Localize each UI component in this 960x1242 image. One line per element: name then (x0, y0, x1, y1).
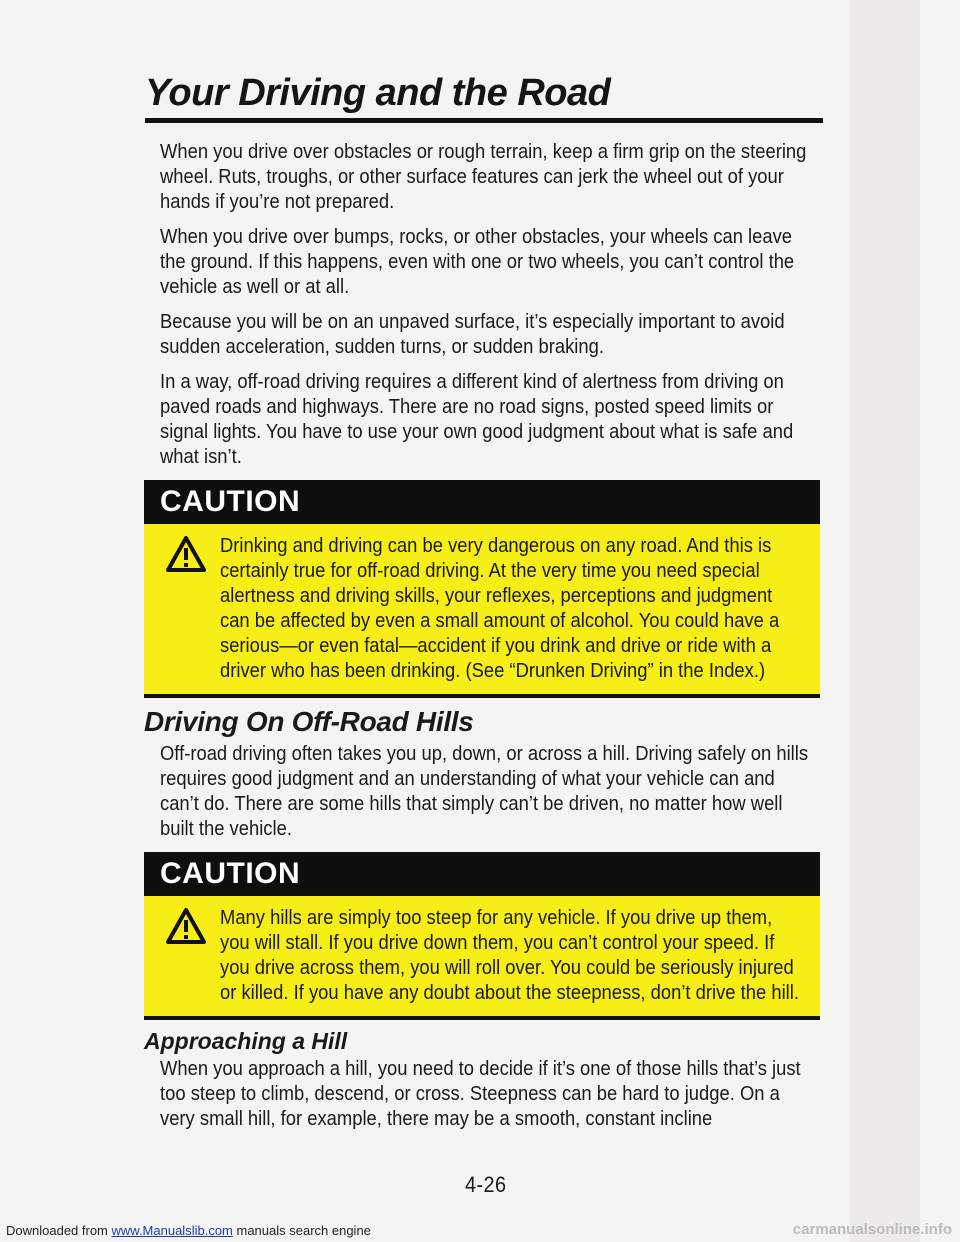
warning-triangle-icon (166, 536, 206, 572)
caution-text: Many hills are simply too steep for any vehicle. If you drive up them, you will stall. If you drive down them, you can’t control your speed. If you drive across them, you will roll over. You could be seriously injured or killed. If you have any doubt about the steepness, don’t drive the hill. (220, 907, 799, 1004)
page-title: Your Driving and the Road (145, 72, 611, 114)
title-rule (145, 118, 823, 123)
paragraph: In a way, off-road driving requires a different kind of alertness from driving on paved roads and highways. There are no road signs, posted speed limits or signal lights. You have to use your own good judgment about what is safe and what isn’t. (160, 371, 794, 468)
caution-body (144, 896, 820, 1016)
page-number: 4-26 (465, 1172, 507, 1197)
paragraph: When you approach a hill, you need to decide if it’s one of those hills that’s just too steep to climb, descend, or cross. Steepness can be hard to judge. On a very small hill, for example, there may be a smooth, constant incline (160, 1058, 801, 1130)
caution-box-hills (144, 852, 820, 1020)
paragraph: Off-road driving often takes you up, down, or across a hill. Driving safely on hills requires good judgment and an understanding of what your vehicle can and can’t do. There are some hills that simply can’t be driven, no matter how well built the vehicle. (160, 743, 809, 840)
subsection-heading: Approaching a Hill (144, 1028, 348, 1054)
warning-triangle-icon (166, 908, 206, 944)
watermark: carmanualsonline.info (792, 1221, 952, 1238)
paragraph: Because you will be on an unpaved surface, it’s especially important to avoid sudden acceleration, sudden turns, or sudden braking. (160, 311, 785, 358)
page-edge-shade (850, 0, 920, 1242)
download-footer (6, 1223, 371, 1238)
caution-box-drinking (144, 480, 820, 698)
caution-label: CAUTION (144, 852, 820, 896)
section-heading: Driving On Off-Road Hills (144, 706, 474, 737)
caution-label: CAUTION (144, 480, 820, 524)
footer-prefix: Downloaded from (6, 1223, 112, 1238)
paragraph: When you drive over bumps, rocks, or other obstacles, your wheels can leave the ground. If this happens, even with one or two wheels, you can’t control the vehicle as well or at all. (160, 226, 795, 298)
caution-body (144, 524, 820, 694)
footer-suffix: manuals search engine (232, 1223, 371, 1238)
page-content (144, 140, 820, 1142)
paragraph: When you drive over obstacles or rough terrain, keep a firm grip on the steering wheel. Ruts, troughs, or other surface features can jerk the wheel out of your hands if you’re not prepared. (160, 141, 807, 213)
caution-text: Drinking and driving can be very dangerous on any road. And this is certainly true for off-road driving. At the very time you need special alertness and driving skills, your reflexes, perceptions and judgment can be affected by even a small amount of alcohol. You could have a serious—or even fatal—accident if you drink and drive or ride with a driver who has been drinking. (See “Drunken Driving” in the Index.) (220, 535, 780, 682)
manualslib-link[interactable]: www.Manualslib.com (111, 1223, 233, 1238)
